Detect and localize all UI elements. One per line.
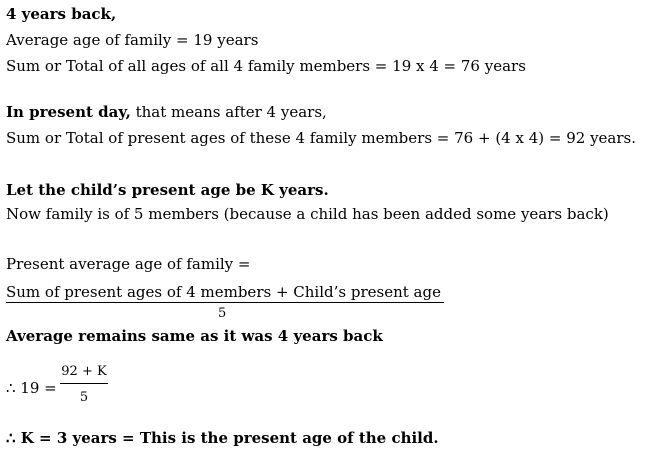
average-age-line: Average age of family = 19 years [6, 31, 259, 49]
fraction-bar [6, 302, 444, 303]
present-day-label: In present day, [6, 103, 131, 121]
present-sum-line: Sum or Total of present ages of these 4 family members = 76 + (4 x 4) = 92 years. [6, 129, 636, 147]
family-members-line: Now family is of 5 members (because a child has been added some years back) [6, 205, 609, 223]
heading-four-years-back: 4 years back, [6, 5, 117, 23]
present-average-line: Present average age of family = [6, 255, 251, 273]
present-day-text: that means after 4 years, [130, 103, 327, 121]
equation-fraction [60, 364, 108, 406]
sum-ages-line: Sum or Total of all ages of all 4 family members = 19 x 4 = 76 years [6, 57, 526, 75]
child-age-heading: Let the child’s present age be K years. [6, 181, 329, 199]
equation-numerator: 92 + K [60, 364, 108, 384]
equation-lhs: ∴ 19 = [6, 379, 57, 397]
present-day-line [6, 102, 327, 122]
equation-denominator: 5 [79, 390, 89, 405]
fraction-numerator: Sum of present ages of 4 members + Child’s present age [6, 283, 441, 301]
conclusion-line: ∴ K = 3 years = This is the present age of the child. [6, 429, 439, 447]
fraction-denominator: 5 [218, 306, 227, 321]
average-remains-line: Average remains same as it was 4 years back [6, 327, 383, 345]
